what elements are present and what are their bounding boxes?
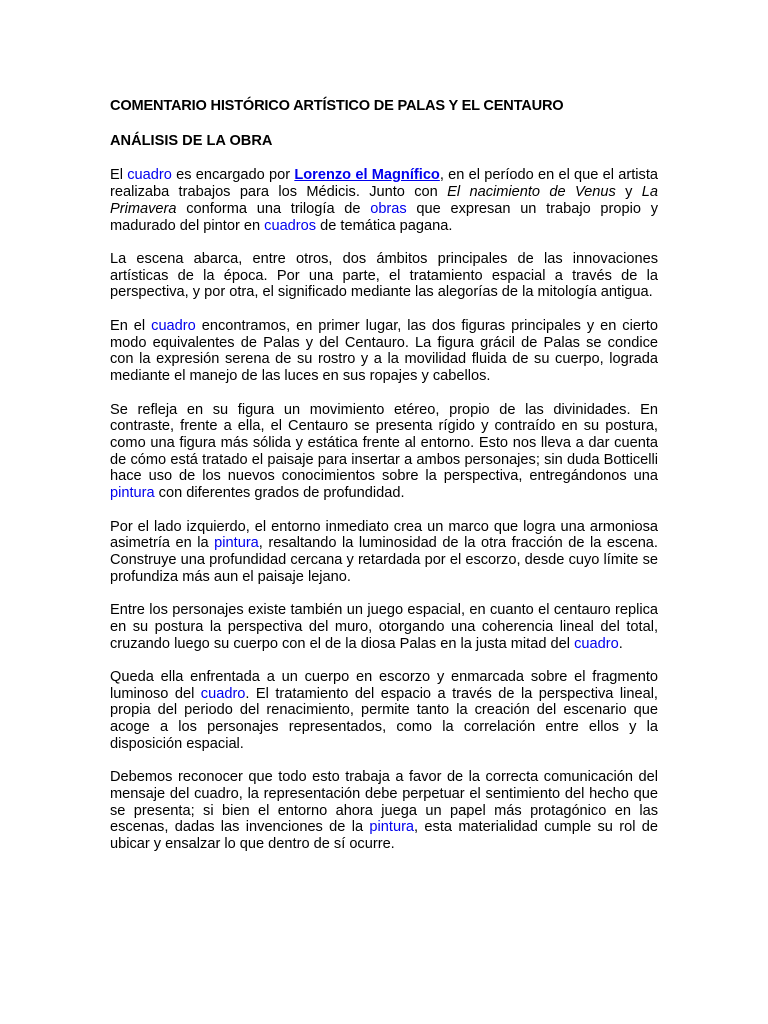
paragraph-7 <box>110 669 658 753</box>
text: . <box>618 635 623 652</box>
text: . El tratamiento del espacio a través de la perspectiva lineal, propia del periodo del renacimiento, permite tanto la creación del escenario que acoge a los personajes representados, como la correlación entre ellos y la disposición espacial. <box>110 685 658 752</box>
text: , esta materialidad cumple su rol de ubicar y ensalzar lo que dentro de sí ocurre. <box>110 819 659 853</box>
link-cuadro[interactable]: cuadro <box>151 317 196 334</box>
text: El <box>110 167 128 184</box>
text: conforma una trilogía de <box>176 200 371 217</box>
text: , resaltando la luminosidad de la otra fracción de la escena. Construye una profundidad cercana y retardada por el escorzo, desde cuyo límite se profundiza más aun el paisaje lejano. <box>110 535 658 585</box>
artwork-title: La Primavera <box>110 184 658 217</box>
document-title: COMENTARIO HISTÓRICO ARTÍSTICO DE PALAS Y EL CENTAURO <box>110 98 564 114</box>
link-pintura[interactable]: pintura <box>369 819 415 836</box>
document-page <box>110 98 658 870</box>
paragraph-3 <box>110 318 658 385</box>
text: es encargado por <box>171 167 295 184</box>
link-cuadro[interactable]: cuadro <box>127 167 172 184</box>
paragraph-4 <box>110 402 658 502</box>
link-cuadros[interactable]: cuadros <box>264 217 317 234</box>
text: y <box>615 184 642 201</box>
text: encontramos, en primer lugar, las dos figuras principales y en cierto modo equivalentes de Palas y del Centauro. La figura grácil de Palas se condice con la expresión serena de su rostro y a la movilidad fluida de su cuerpo, lograda mediante el manejo de las luces en sus ropajes y cabellos. <box>110 317 658 385</box>
text: Por el lado izquierdo, el entorno inmediato crea un marco que logra una armoniosa asimetría en la <box>110 518 658 552</box>
text: Entre los personajes existe también un juego espacial, en cuanto el centauro replica en su postura la perspectiva del muro, otorgando una coherencia lineal del total, cruzando luego su cuerpo con el de la diosa Palas en la justa mitad del <box>110 602 658 652</box>
text: , en el período en el que el artista realizaba trabajos para los Médicis. Junto con <box>110 167 658 201</box>
text: con diferentes grados de profundidad. <box>154 485 405 502</box>
paragraph-1 <box>110 167 658 234</box>
link-obras[interactable]: obras <box>370 200 407 217</box>
text: de temática pagana. <box>316 217 453 234</box>
artwork-title: El nacimiento de Venus <box>447 184 616 201</box>
paragraph-8 <box>110 769 658 853</box>
text: Se refleja en su figura un movimiento etéreo, propio de las divinidades. En contraste, frente a ella, el Centauro se presenta rígido y contraído en su postura, como una figura más sólida y estática frente al entorno. Esto nos lleva a dar cuenta de cómo está tratado el paisaje para insertar a ambos personajes; sin duda Botticelli hace uso de los nuevos conocimientos sobre la perspectiva, entregándonos una <box>110 401 658 485</box>
text: Debemos reconocer que todo esto trabaja a favor de la correcta comunicación del mensaje del cuadro, la representación debe perpetuar el sentimiento del hecho que se presenta; si bien el entorno ahora juega un papel más protagónico en las escenas, dadas las invenciones de la <box>110 769 658 836</box>
paragraph-5 <box>110 519 658 586</box>
link-lorenzo-el-magnifico[interactable]: Lorenzo el Magnífico <box>294 167 440 184</box>
text: Queda ella enfrentada a un cuerpo en escorzo y enmarcada sobre el fragmento luminoso del <box>110 669 658 702</box>
section-heading: ANÁLISIS DE LA OBRA <box>110 132 273 149</box>
link-pintura[interactable]: pintura <box>110 485 155 502</box>
text: La escena abarca, entre otros, dos ámbitos principales de las innovaciones artísticas de la época. Por una parte, el tratamiento espacial a través de la perspectiva, y por otra, el significado mediante las alegorías de la mitología antigua. <box>110 251 658 301</box>
paragraph-2 <box>110 251 658 301</box>
link-pintura[interactable]: pintura <box>214 535 259 552</box>
text: que expresan un trabajo propio y madurado del pintor en <box>110 200 658 234</box>
paragraph-6 <box>110 602 658 652</box>
text: En el <box>110 317 152 334</box>
link-cuadro[interactable]: cuadro <box>574 635 619 652</box>
link-cuadro[interactable]: cuadro <box>200 685 246 702</box>
